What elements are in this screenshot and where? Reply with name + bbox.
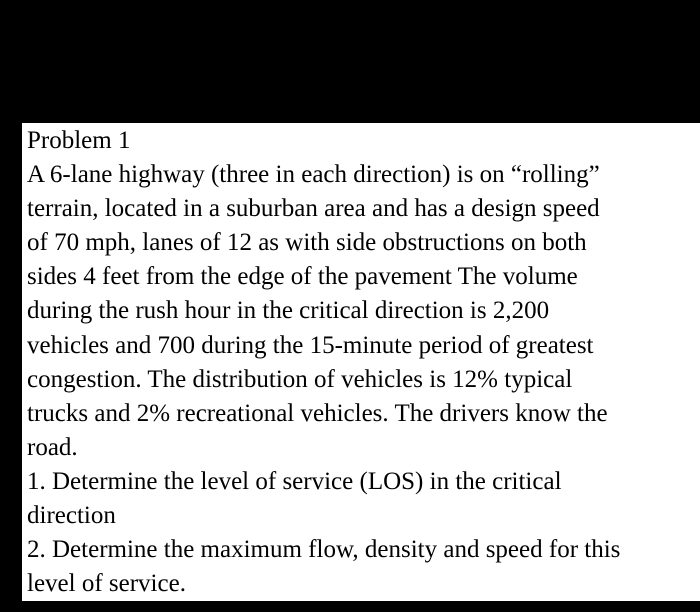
problem-line: of 70 mph, lanes of 12 as with side obstructions on both [27,229,587,257]
question-1-continued: direction [27,502,116,530]
problem-line: road. [27,433,78,461]
problem-line: A 6-lane highway (three in each direction) is on “rolling” [27,161,600,189]
problem-line: during the rush hour in the critical direction is 2,200 [27,297,550,325]
problem-line: congestion. The distribution of vehicles is 12% typical [27,365,573,393]
problem-line: sides 4 feet from the edge of the pavement The volume [27,263,578,291]
problem-title: Problem 1 [27,127,131,154]
question-1: 1. Determine the level of service (LOS) in the critical [27,467,562,495]
problem-line: vehicles and 700 during the 15-minute period of greatest [27,331,594,359]
problem-line: trucks and 2% recreational vehicles. The drivers know the [27,399,608,427]
question-2: 2. Determine the maximum flow, density and speed for this [27,536,621,564]
problem-line: terrain, located in a suburban area and has a design speed [27,195,600,223]
question-2-continued: level of service. [27,570,186,598]
problem-text [27,124,687,601]
